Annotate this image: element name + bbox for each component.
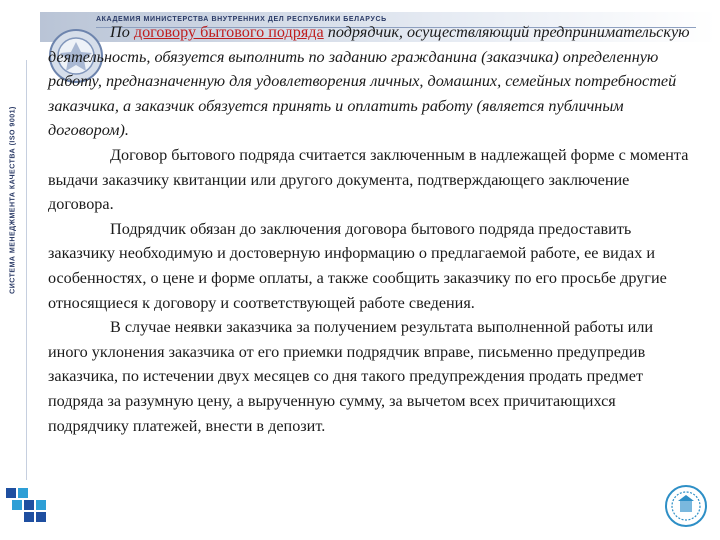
term-link[interactable]: договору бытового подряда xyxy=(133,23,324,41)
side-caption-text: СИСТЕМА МЕНЕДЖМЕНТА КАЧЕСТВА (ISO 9001) xyxy=(9,106,17,294)
paragraph-definition xyxy=(48,20,696,143)
paragraph-nonappearance: В случае неявки заказчика за получением результата выполненной работы или иного уклонения заказчика от его приемки подрядчик вправе, письменно предупредив заказчика, по истечении двух месяцев со дня такого предупреждения продать предмет подряда за разумную цену, а вырученную сумму, за вычетом всех причитающихся подрядчику платежей, внести в депозит. xyxy=(48,318,654,435)
paragraph-definition-text: подрядчик, осуществляющий предпринимательскую деятельность, обязуется выполнить по заданию гражданина (заказчика) определенную работу, предназначенную для удовлетворения личных, домашних, семейных потребностей заказчика, а заказчик обязуется принять и оплатить работу (является публичным договором). xyxy=(48,23,690,140)
org-name: АКАДЕМИЯ МИНИСТЕРСТВА ВНУТРЕННИХ ДЕЛ РЕСПУБЛИКИ БЕЛАРУСЬ xyxy=(96,16,387,23)
document-body xyxy=(48,20,696,438)
paragraph-conclusion: Договор бытового подряда считается заключенным в надлежащей форме с момента выдачи заказчику квитанции или другого документа, подтверждающего заключение договора. xyxy=(48,145,689,214)
quality-seal-icon xyxy=(664,484,708,528)
decorative-squares-icon xyxy=(6,488,56,528)
side-divider xyxy=(26,60,27,480)
paragraph-prefix: По xyxy=(110,23,134,41)
paragraph-obligation: Подрядчик обязан до заключения договора бытового подряда предоставить заказчику необходимую и достоверную информацию о предлагаемой работе, ее видах и особенностях, о цене и форме оплаты, а также сообщить заказчику по его просьбе другие относящиеся к договору и соответствующей работе сведения. xyxy=(48,219,667,312)
side-caption xyxy=(2,100,24,300)
